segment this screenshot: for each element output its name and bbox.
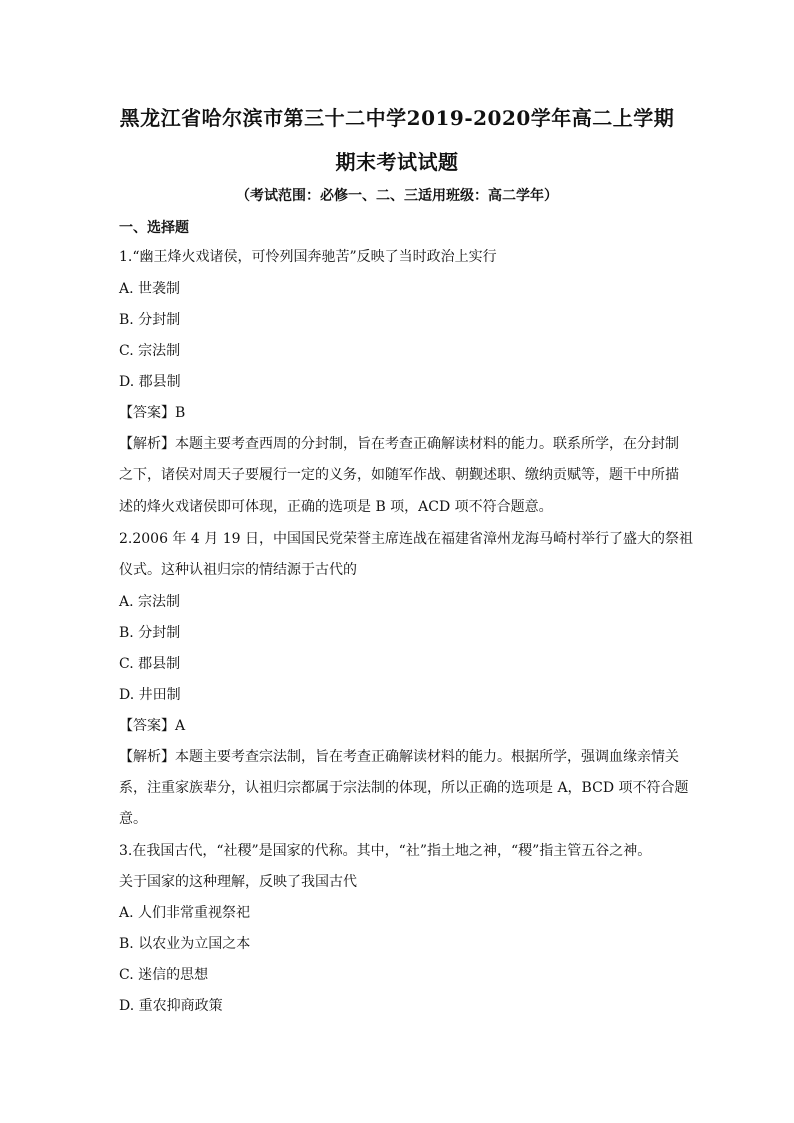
question-2-stem-line-1: 2.2006 年 4 月 19 日，中国国民党荣誉主席连战在福建省漳州龙海马崎村举行了盛大的祭祖 — [119, 531, 693, 547]
document-title-line1: 黑龙江省哈尔滨市第三十二中学2019-2020学年高二上学期 — [119, 106, 675, 130]
question-1-option-b: B. 分封制 — [119, 312, 181, 328]
question-2-answer: 【答案】A — [119, 718, 186, 734]
question-2-option-a: A. 宗法制 — [119, 594, 181, 610]
section-heading: 一、选择题 — [119, 220, 189, 236]
question-1-stem: 1.“幽王烽火戏诸侯，可怜列国奔驰苦”反映了当时政治上实行 — [119, 249, 497, 265]
question-2-option-c: C. 郡县制 — [119, 656, 181, 672]
question-2-analysis-line-1: 【解析】本题主要考查宗法制，旨在考查正确解读材料的能力。根据所学，强调血缘亲情关 — [119, 749, 679, 765]
question-3-stem-line-2: 关于国家的这种理解，反映了我国古代 — [119, 874, 357, 890]
question-2-analysis-line-3: 意。 — [119, 811, 147, 827]
question-2-option-b: B. 分封制 — [119, 625, 181, 641]
question-1-analysis-line-2: 之下，诸侯对周天子要履行一定的义务，如随军作战、朝觐述职、缴纳贡赋等，题干中所描 — [119, 467, 679, 483]
question-3-option-d: D. 重农抑商政策 — [119, 998, 223, 1014]
question-3-option-a: A. 人们非常重视祭祀 — [119, 905, 251, 921]
question-3-option-b: B. 以农业为立国之本 — [119, 936, 251, 952]
question-3-option-c: C. 迷信的思想 — [119, 967, 209, 983]
document-title-line2: 期末考试试题 — [335, 150, 459, 174]
question-1-analysis-line-3: 述的烽火戏诸侯即可体现，正确的选项是 B 项，ACD 项不符合题意。 — [119, 499, 553, 515]
question-1-analysis-line-1: 【解析】本题主要考查西周的分封制，旨在考查正确解读材料的能力。联系所学，在分封制 — [119, 436, 679, 452]
exam-scope-subtitle: （考试范围：必修一、二、三适用班级：高二学年） — [236, 188, 558, 204]
question-1-option-d: D. 郡县制 — [119, 374, 181, 390]
question-1-option-c: C. 宗法制 — [119, 343, 181, 359]
question-1-option-a: A. 世袭制 — [119, 281, 181, 297]
question-2-option-d: D. 井田制 — [119, 687, 181, 703]
question-2-stem-line-2: 仪式。这种认祖归宗的情结源于古代的 — [119, 562, 357, 578]
question-3-stem-line-1: 3.在我国古代，“社稷”是国家的代称。其中，“社”指土地之神，“稷”指主管五谷之神。 — [119, 843, 652, 859]
question-2-analysis-line-2: 系，注重家族辈分，认祖归宗都属于宗法制的体现，所以正确的选项是 A，BCD 项不符合题 — [119, 780, 689, 796]
question-1-answer: 【答案】B — [119, 405, 186, 421]
